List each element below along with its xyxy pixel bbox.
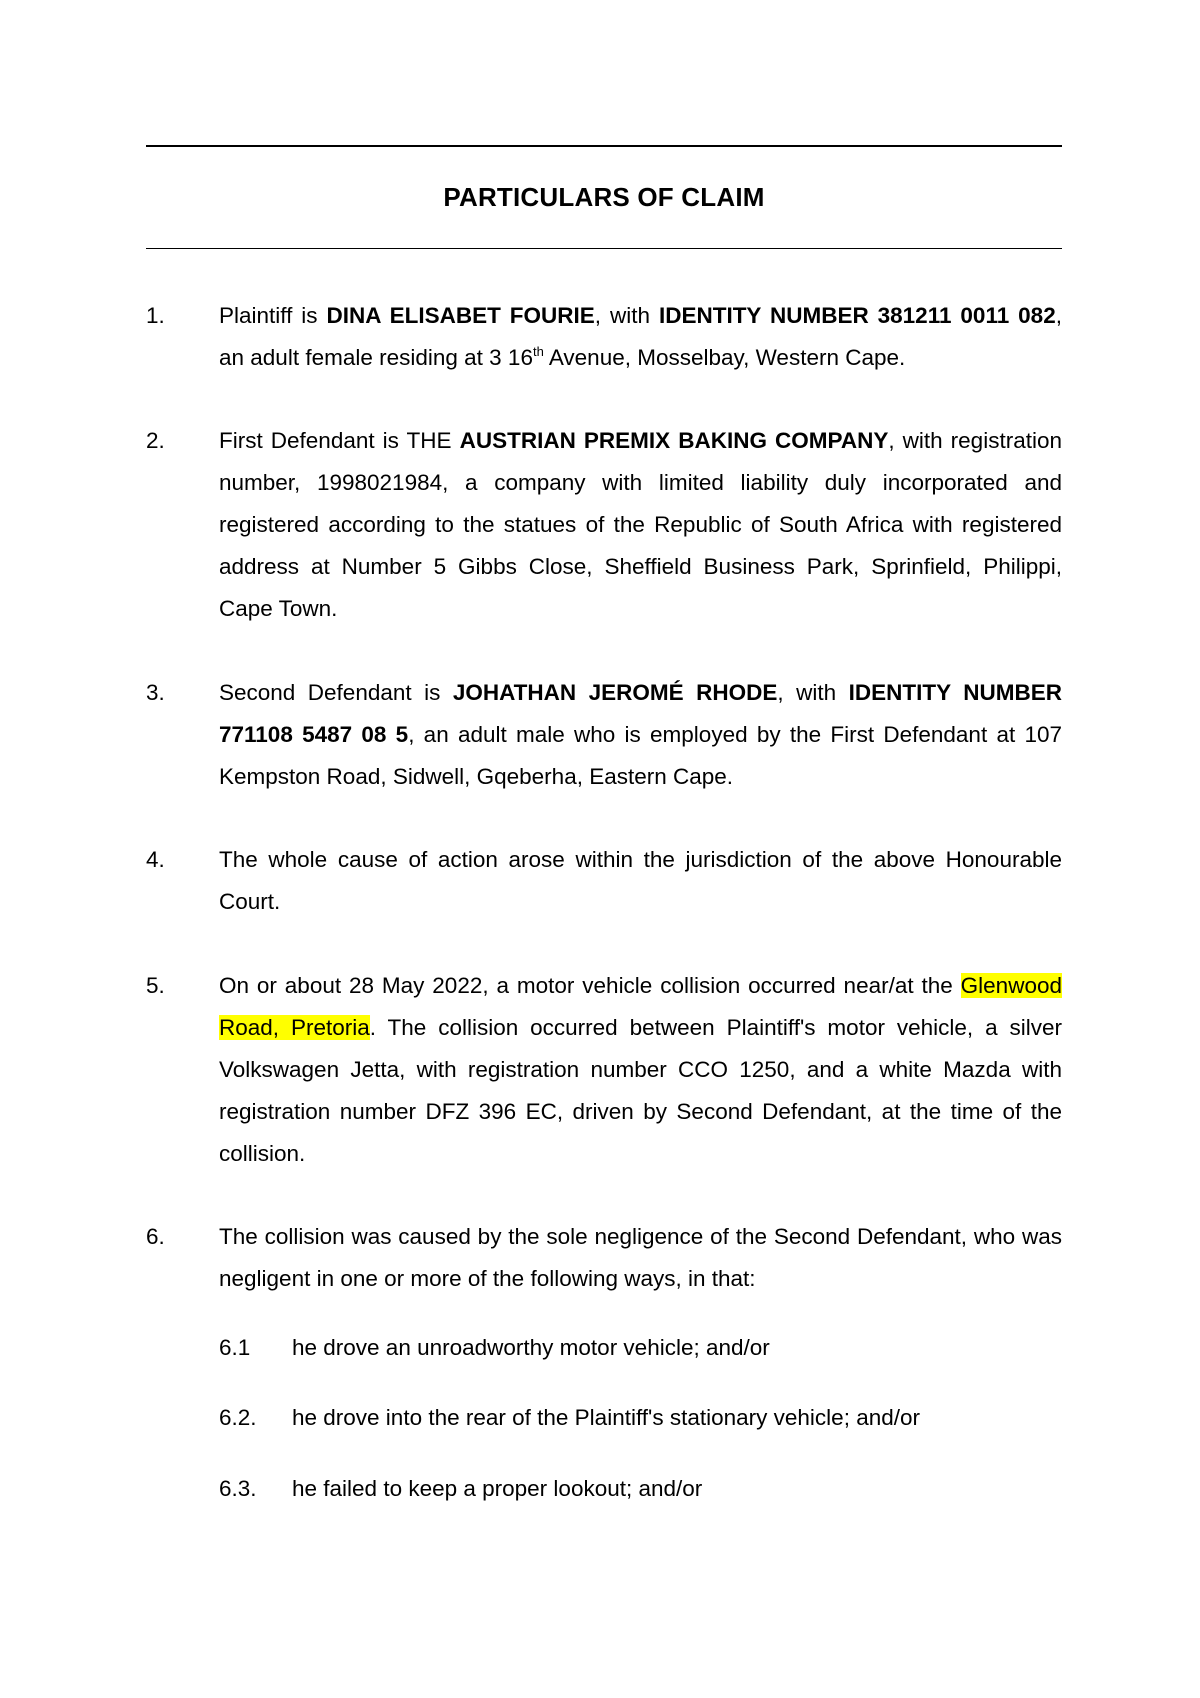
text-segment: , an adult male who is employed by the First Defendant at 107 Kempston Road, Sidwell, Gqeberha, Eastern Cape. [219, 722, 1062, 789]
subparagraph-6-3 [219, 1468, 1062, 1510]
text-segment: , an adult female residing at 3 16 [219, 303, 1062, 370]
paragraph-number: 4. [146, 847, 165, 872]
paragraph-number: 2. [146, 428, 165, 453]
subparagraph-number: 6.2. [219, 1405, 257, 1430]
paragraph-5 [146, 965, 1062, 1175]
subparagraph-body: he drove into the rear of the Plaintiff's stationary vehicle; and/or [292, 1405, 920, 1430]
paragraph-6 [146, 1216, 1062, 1300]
ordinal-superscript: th [532, 344, 544, 359]
paragraph-number: 6. [146, 1224, 165, 1249]
subparagraph-body: he failed to keep a proper lookout; and/or [292, 1476, 703, 1501]
paragraph-body [219, 295, 1062, 379]
paragraph-4 [146, 839, 1062, 923]
text-segment: Plaintiff is [219, 303, 327, 328]
plaintiff-id-number: IDENTITY NUMBER 381211 0011 082 [658, 303, 1056, 328]
subparagraph-number: 6.1 [219, 1335, 251, 1360]
text-segment: The collision was caused by the sole negligence of the Second Defendant, who was negligent in one or more of the following ways, in that: [219, 1224, 1062, 1291]
paragraph-body [219, 420, 1062, 630]
text-segment: On or about 28 May 2022, a motor vehicle collision occurred near/at the [219, 973, 961, 998]
paragraph-body [219, 1216, 1062, 1300]
subparagraph-6-1 [219, 1327, 1062, 1369]
text-segment: The whole cause of action arose within the jurisdiction of the above Honourable Court. [219, 847, 1062, 914]
first-defendant-name: AUSTRIAN PREMIX BAKING COMPANY [459, 428, 889, 453]
paragraph-number: 5. [146, 973, 165, 998]
second-defendant-name: JOHATHAN JEROMÉ RHODE [452, 680, 778, 705]
text-segment: Second Defendant is [219, 680, 453, 705]
paragraph-2 [146, 420, 1062, 630]
text-segment: First Defendant is THE [219, 428, 460, 453]
text-segment: , with [594, 303, 659, 328]
title-bottom-rule [146, 248, 1062, 249]
paragraph-3 [146, 672, 1062, 798]
text-segment: . The collision occurred between Plaintiff's motor vehicle, a silver Volkswagen Jetta, with registration number CCO 1250, and a white Mazda with registration number DFZ 396 EC, driven by Second Defendant, at the time of the collision. [219, 1015, 1063, 1166]
paragraph-number: 3. [146, 680, 165, 705]
subparagraph-6-2 [219, 1397, 1062, 1439]
paragraph-1 [146, 295, 1062, 379]
text-segment: Avenue, Mosselbay, Western Cape. [543, 345, 906, 370]
subparagraph-body: he drove an unroadworthy motor vehicle; and/or [292, 1335, 770, 1360]
text-segment: , with [777, 680, 849, 705]
paragraph-body [219, 672, 1062, 798]
plaintiff-name: DINA ELISABET FOURIE [326, 303, 595, 328]
text-segment: , with registration number, 1998021984, a company with limited liability duly incorporated and registered according to the statues of the Republic of South Africa with registered address at Number 5 Gibbs Close, Sheffield Business Park, Sprinfield, Philippi, Cape Town. [219, 428, 1062, 621]
subparagraph-number: 6.3. [219, 1476, 257, 1501]
paragraph-body [219, 839, 1062, 923]
paragraph-number: 1. [146, 303, 165, 328]
document-title: PARTICULARS OF CLAIM [443, 182, 765, 212]
second-defendant-id-number: IDENTITY NUMBER 771108 5487 08 5 [219, 680, 1062, 747]
title-top-rule [146, 145, 1062, 147]
highlighted-location: Glenwood Road, Pretoria [219, 973, 1062, 1040]
paragraph-body [219, 965, 1062, 1175]
